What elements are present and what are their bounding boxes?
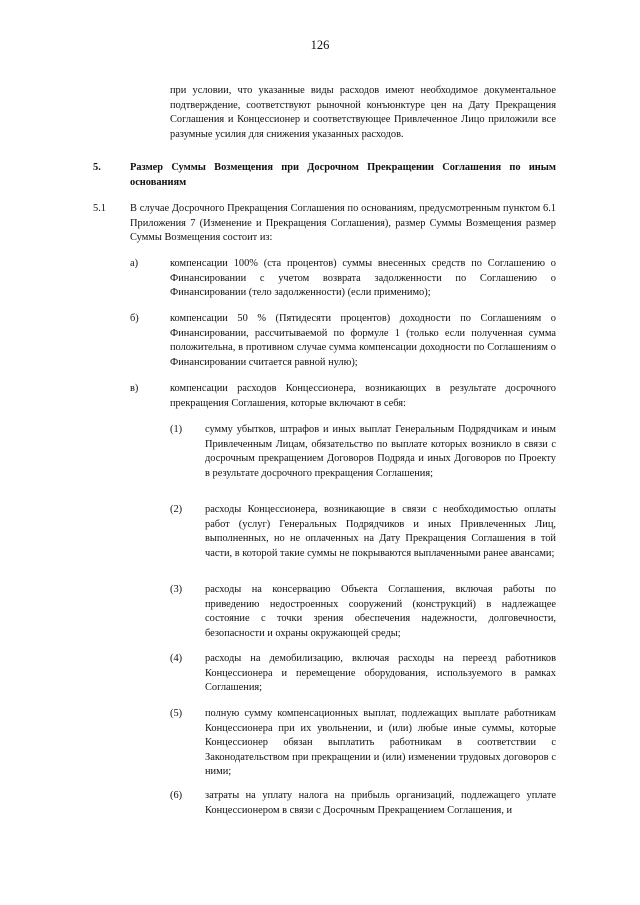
section-title: Размер Суммы Возмещения при Досрочном Прекращении Соглашения по иным основаниям xyxy=(130,162,556,188)
list-item-text: компенсации расходов Концессионера, возникающих в результате досрочного прекращения Соглашения, которые включают в себя: xyxy=(170,383,556,409)
subitem-text: затраты на уплату налога на прибыль организаций, подлежащего уплате Концессионером в связи с Досрочным Прекращением Соглашения, и xyxy=(205,790,556,816)
subitem-text: расходы Концессионера, возникающие в связи с необходимостью оплаты работ (услуг) Генеральных Подрядчиков и иных Привлеченных Лиц, выполненных, но не оплаченных на Дату Прекращения Соглашения в той части, в которой такие суммы не покрываются выплаченными ранее авансами; xyxy=(205,504,556,559)
subitem-label: (6) xyxy=(170,790,183,801)
subitem-text: сумму убытков, штрафов и иных выплат Генеральным Подрядчикам и иным Привлеченным Лицам, обязательство по выплате которых возникло в связи с досрочным прекращением Договоров Подряда и иных Договоров по Проекту в результате досрочного прекращения Соглашения; xyxy=(205,424,556,479)
section-number: 5. xyxy=(93,162,101,173)
list-item-text: компенсации 100% (ста процентов) суммы внесенных средств по Соглашению о Финансировании с учетом возврата задолженности по Соглашению о Финансировании (тело задолженности) (если применимо); xyxy=(170,258,556,299)
page-number: 126 xyxy=(310,38,330,52)
subitem-text: полную сумму компенсационных выплат, подлежащих выплате работникам Концессионера при их увольнении, и (или) любые иные суммы, которые Концессионер обязан выплатить работникам в соответствии с Законодательством при прекращении и (или) изменении трудовых договоров с ними; xyxy=(205,708,556,778)
subitem-label: (1) xyxy=(170,424,183,435)
list-item-label: а) xyxy=(130,258,139,269)
subitem-label: (4) xyxy=(170,653,183,664)
list-item-label: б) xyxy=(130,313,139,324)
intro-paragraph: при условии, что указанные виды расходов имеют необходимое документальное подтверждение, соответствуют рыночной конъюнктуре цен на Дату Прекращения Соглашения и Концессионер и соответствующее Привлеченное Лицо приложили все разумные усилия для снижения указанных расходов. xyxy=(170,85,556,140)
subitem-label: (5) xyxy=(170,708,183,719)
subitem-label: (2) xyxy=(170,504,183,515)
list-item-label: в) xyxy=(130,383,139,394)
list-item-text: компенсации 50 % (Пятидесяти процентов) доходности по Соглашениям о Финансировании, рассчитываемой по формуле 1 (только если полученная сумма положительна, в противном случае сумма компенсации доходности по Соглашениям о Финансировании считается равной нулю); xyxy=(170,313,556,368)
clause-number: 5.1 xyxy=(93,203,106,214)
subitem-label: (3) xyxy=(170,584,183,595)
clause-text: В случае Досрочного Прекращения Соглашения по основаниям, предусмотренным пунктом 6.1 Приложения 7 (Изменение и Прекращения Соглашения), размер Суммы Возмещения размер Суммы Возмещения состоит из: xyxy=(130,203,556,244)
subitem-text: расходы на консервацию Объекта Соглашения, включая работы по приведению недостроенных сооружений (конструкций) в надлежащее состояние с точки зрения обеспечения надежности, долговечности, безопасности и охраны окружающей среды; xyxy=(205,584,556,639)
subitem-text: расходы на демобилизацию, включая расходы на переезд работников Концессионера и перемещение оборудования, используемого в рамках Соглашения; xyxy=(205,653,556,694)
